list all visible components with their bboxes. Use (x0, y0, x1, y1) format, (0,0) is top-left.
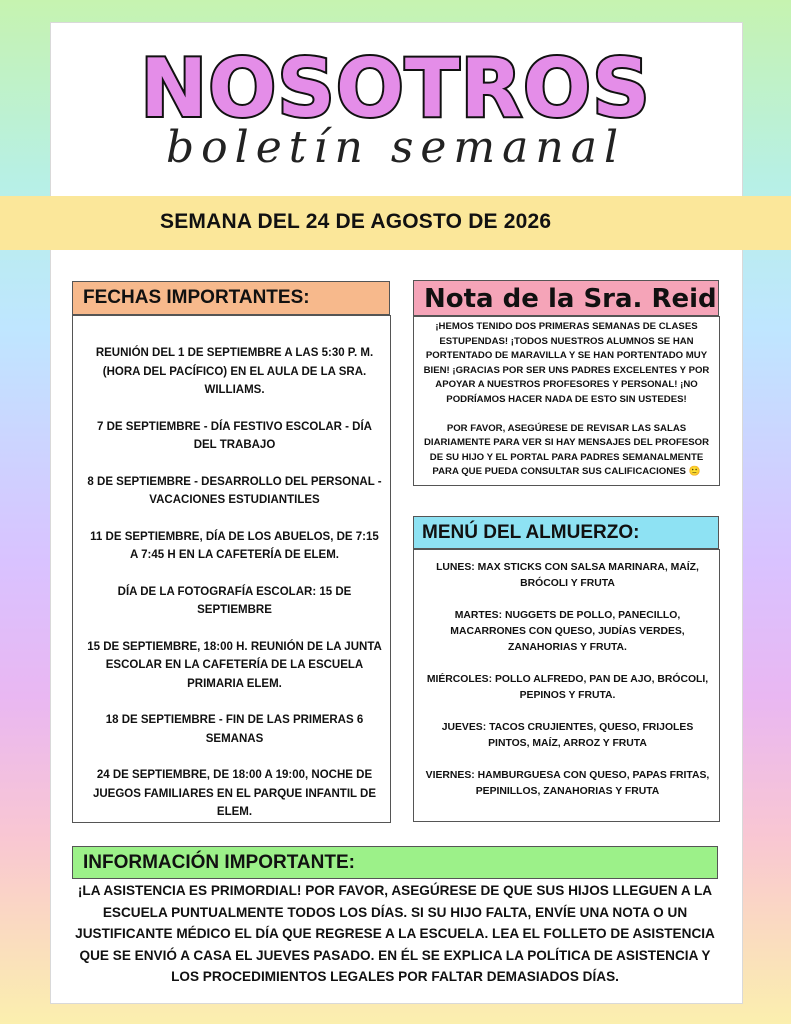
week-banner (0, 196, 791, 250)
teacher-note-text (422, 320, 711, 494)
important-info-text: ¡LA ASISTENCIA ES PRIMORDIAL! POR FAVOR, ASEGÚRESE DE QUE SUS HIJOS LLEGUEN A LA ESCUELA PUNTUALMENTE TODOS LOS DÍAS. SI SU HIJO FALTA, ENVÍE UNA NOTA O UN JUSTIFICANTE MÉDICO EL DÍA QUE REGRESE A LA ESCUELA. LEA EL FOLLETO DE ASISTENCIA QUE SE ENVIÓ A CASA EL JUEVES PASADO. EN ÉL SE EXPLICA LA POLÍTICA DE ASISTENCIA Y LOS PROCEDIMIENTOS LEGALES POR FALTAR DEMASIADOS DÍAS. (75, 883, 715, 984)
lunch-menu-heading: MENÚ DEL ALMUERZO: (413, 516, 719, 549)
date-item: 18 DE SEPTIEMBRE - FIN DE LAS PRIMERAS 6 SEMANAS (105, 714, 364, 745)
lunch-menu-list (422, 560, 713, 816)
teacher-note-heading: Nota de la Sra. Reid (413, 280, 719, 316)
important-info-box (72, 879, 718, 985)
menu-item: MIÉRCOLES: POLLO ALFREDO, PAN DE AJO, BRÓCOLI, PEPINOS Y FRUTA. (426, 674, 709, 701)
week-label: SEMANA DEL 24 DE AGOSTO DE 2026 (160, 210, 552, 233)
menu-item: LUNES: MAX STICKS CON SALSA MARINARA, MAÍZ, BRÓCOLI Y FRUTA (436, 562, 699, 589)
menu-item: JUEVES: TACOS CRUJIENTES, QUESO, FRIJOLES PINTOS, MAÍZ, ARROZ Y FRUTA (441, 722, 694, 749)
important-info-heading: INFORMACIÓN IMPORTANTE: (72, 846, 718, 879)
important-dates-heading: FECHAS IMPORTANTES: (72, 281, 390, 315)
menu-item: VIERNES: HAMBURGUESA CON QUESO, PAPAS FRITAS, PEPINILLOS, ZANAHORIAS Y FRUTA (425, 770, 710, 797)
newsletter-title: NOSOTROS (140, 42, 651, 135)
important-dates-list (87, 344, 382, 840)
date-item: 8 DE SEPTIEMBRE - DESARROLLO DEL PERSONAL - VACACIONES ESTUDIANTILES (87, 475, 382, 506)
menu-item: MARTES: NUGGETS DE POLLO, PANECILLO, MACARRONES CON QUESO, JUDÍAS VERDES, ZANAHORIAS Y FRUTA. (450, 610, 685, 653)
important-dates-box (72, 315, 391, 823)
date-item: 15 DE SEPTIEMBRE, 18:00 H. REUNIÓN DE LA JUNTA ESCOLAR EN LA CAFETERÍA DE LA ESCUELA PRIMARIA ELEM. (87, 640, 382, 690)
teacher-note-box (413, 316, 720, 486)
date-item: DÍA DE LA FOTOGRAFÍA ESCOLAR: 15 DE SEPTIEMBRE (117, 585, 352, 616)
date-item: 24 DE SEPTIEMBRE, DE 18:00 A 19:00, NOCHE DE JUEGOS FAMILIARES EN EL PARQUE INFANTIL DE ELEM. (92, 769, 377, 818)
date-item: 7 DE SEPTIEMBRE - DÍA FESTIVO ESCOLAR - DÍA DEL TRABAJO (97, 420, 372, 451)
teacher-note-paragraph: POR FAVOR, ASEGÚRESE DE REVISAR LAS SALAS DIARIAMENTE PARA VER SI HAY MENSAJES DEL PROFESOR DE SU HIJO Y EL PORTAL PARA PADRES SEMANALMENTE PARA QUE PUEDA CONSULTAR SUS CALIFICACIONES 🙂 (423, 422, 710, 478)
lunch-menu-box (413, 549, 720, 822)
teacher-note-paragraph: ¡HEMOS TENIDO DOS PRIMERAS SEMANAS DE CLASES ESTUPENDAS! ¡TODOS NUESTROS ALUMNOS SE HAN PORTENTADO DE MARAVILLA Y SE HAN PORTENTADO MUY BIEN! ¡GRACIAS POR SER UNS PADRES EXCELENTES Y POR APOYAR A NUESTROS PROFESORES Y PERSONAL! ¡NO PODRÍAMOS HACER NADA DE ESTO SIN USTEDES! (423, 321, 710, 405)
newsletter-subtitle: boletín semanal (165, 122, 626, 173)
date-item: REUNIÓN DEL 1 DE SEPTIEMBRE A LAS 5:30 P. M. (HORA DEL PACÍFICO) EN EL AULA DE LA SRA. WILLIAMS. (95, 347, 374, 396)
date-item: 11 DE SEPTIEMBRE, DÍA DE LOS ABUELOS, DE 7:15 A 7:45 H EN LA CAFETERÍA DE ELEM. (90, 530, 379, 561)
